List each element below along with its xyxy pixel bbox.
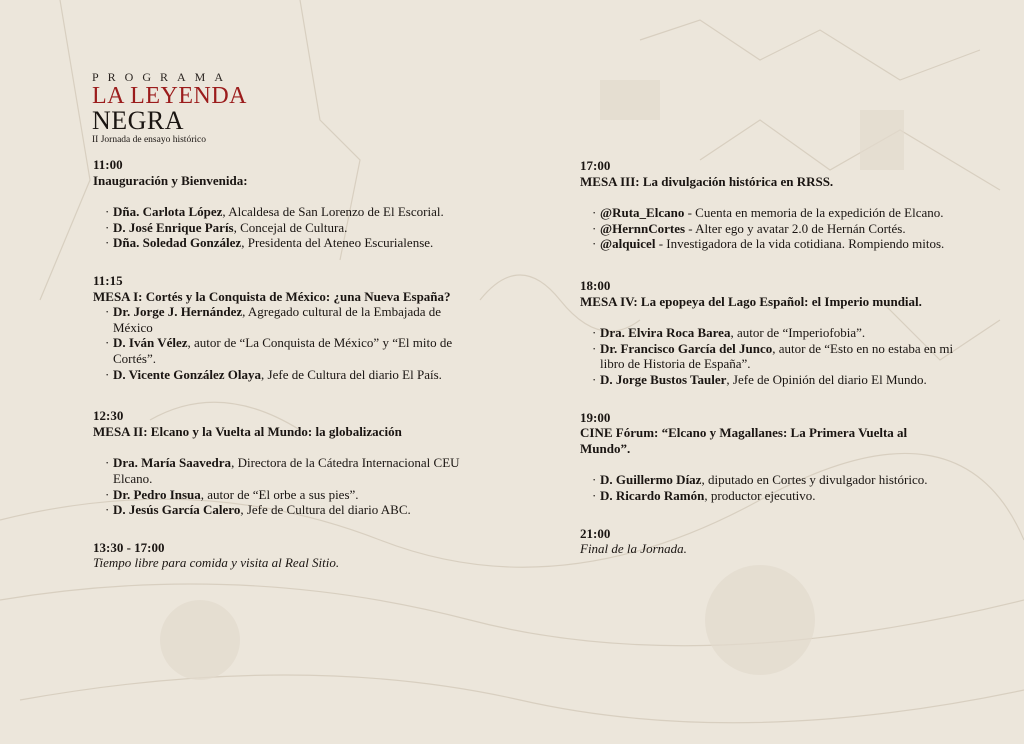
- session-mesa-4: [580, 278, 960, 388]
- speaker-role: , Jefe de Cultura del diario El País.: [261, 366, 442, 382]
- session-heading: MESA IV: La epopeya del Lago Español: el Imperio mundial.: [580, 293, 922, 309]
- speaker-name: Dra. María Saavedra: [113, 455, 232, 471]
- session-mesa-3: [580, 158, 960, 252]
- bullet-icon: ·: [105, 235, 110, 251]
- speaker-item: [93, 487, 483, 503]
- session-closing: [580, 526, 960, 557]
- speaker-item: [580, 372, 960, 388]
- bullet-icon: ·: [105, 366, 110, 382]
- session-heading: MESA I: Cortés y la Conquista de México: ¿una Nueva España?: [93, 288, 451, 304]
- session-time: 11:15: [93, 272, 123, 288]
- speaker-list: [580, 325, 960, 387]
- session-note: Tiempo libre para comida y visita al Real Sitio.: [93, 555, 340, 571]
- bullet-icon: ·: [592, 340, 597, 356]
- bullet-icon: ·: [592, 371, 597, 387]
- program-header: [92, 70, 247, 146]
- speaker-role: , autor de “Imperiofobia”.: [730, 325, 866, 341]
- speaker-name: Dña. Carlota López: [113, 204, 223, 220]
- speaker-name: D. Guillermo Díaz: [600, 472, 702, 488]
- session-time: 12:30: [93, 408, 124, 424]
- bullet-icon: ·: [592, 325, 597, 341]
- session-time: 18:00: [580, 277, 611, 293]
- speaker-role: , Concejal de Cultura.: [233, 219, 348, 235]
- speaker-item: [93, 367, 483, 383]
- session-heading: MESA III: La divulgación histórica en RRSS.: [580, 173, 834, 189]
- speaker-name: Dra. Elvira Roca Barea: [600, 325, 731, 341]
- schedule-left-column: [93, 157, 483, 571]
- speaker-item: [580, 341, 960, 372]
- speaker-role: , Jefe de Cultura del diario ABC.: [240, 502, 411, 518]
- bullet-icon: ·: [592, 487, 597, 503]
- speaker-list: [580, 205, 960, 252]
- speaker-role: - Investigadora de la vida cotidiana. Rompiendo mitos.: [655, 236, 945, 252]
- bullet-icon: ·: [105, 502, 110, 518]
- bullet-icon: ·: [105, 455, 110, 471]
- bullet-icon: ·: [592, 220, 597, 236]
- speaker-list: [93, 204, 483, 251]
- speaker-item: [93, 502, 483, 518]
- bullet-icon: ·: [105, 486, 110, 502]
- speaker-name: D. Iván Vélez: [113, 335, 188, 351]
- speaker-item: [93, 455, 483, 486]
- speaker-item: [580, 488, 960, 504]
- title-subtitle: II Jornada de ensayo histórico: [92, 135, 206, 145]
- speaker-role: , diputado en Cortes y divulgador histórico.: [701, 472, 928, 488]
- speaker-name: D. José Enrique París: [113, 219, 234, 235]
- session-heading: CINE Fórum: “Elcano y Magallanes: La Primera Vuelta al Mundo”.: [580, 425, 908, 456]
- session-lunch-break: [93, 540, 483, 571]
- speaker-name: @alquicel: [600, 236, 656, 252]
- session-time: 13:30 - 17:00: [93, 539, 165, 555]
- bullet-icon: ·: [105, 219, 110, 235]
- speaker-list: [580, 472, 960, 503]
- speaker-name: Dr. Francisco García del Junco: [600, 340, 773, 356]
- speaker-item: [93, 335, 483, 366]
- schedule-right-column: [580, 158, 960, 557]
- bullet-icon: ·: [592, 472, 597, 488]
- speaker-name: Dr. Jorge J. Hernández: [113, 304, 243, 320]
- speaker-role: , Alcaldesa de San Lorenzo de El Escorial.: [222, 204, 444, 220]
- speaker-item: [93, 235, 483, 251]
- speaker-item: [580, 205, 960, 221]
- speaker-item: [93, 204, 483, 220]
- session-time: 21:00: [580, 525, 611, 541]
- title-line-2: NEGRA: [92, 106, 185, 135]
- speaker-role: , Directora de la Cátedra Internacional CEU Elcano.: [113, 455, 460, 486]
- speaker-name: @Ruta_Elcano: [600, 205, 685, 221]
- speaker-role: , autor de “Esto en no estaba en mi libro de Historia de España”.: [600, 340, 954, 372]
- session-mesa-1: [93, 273, 483, 382]
- bullet-icon: ·: [105, 304, 110, 320]
- speaker-item: [580, 325, 960, 341]
- speaker-item: [580, 236, 960, 252]
- session-note: Final de la Jornada.: [580, 541, 687, 557]
- session-cine-forum: [580, 410, 960, 504]
- speaker-list: [93, 304, 483, 382]
- speaker-name: D. Jorge Bustos Tauler: [600, 371, 727, 387]
- speaker-item: [93, 304, 483, 335]
- session-heading: MESA II: Elcano y la Vuelta al Mundo: la globalización: [93, 423, 402, 439]
- speaker-list: [93, 455, 483, 517]
- program-kicker: PROGRAMA: [92, 70, 233, 84]
- speaker-role: , autor de “El orbe a sus pies”.: [200, 486, 359, 502]
- speaker-role: , Agregado cultural de la Embajada de México: [113, 304, 442, 335]
- session-mesa-2: [93, 408, 483, 518]
- session-time: 17:00: [580, 158, 611, 173]
- session-inauguracion: [93, 157, 483, 251]
- bullet-icon: ·: [105, 204, 110, 220]
- speaker-name: D. Ricardo Ramón: [600, 487, 705, 503]
- speaker-name: D. Vicente González Olaya: [113, 366, 262, 382]
- title-line-1: LA LEYENDA: [92, 83, 247, 109]
- speaker-role: - Alter ego y avatar 2.0 de Hernán Cortés.: [685, 220, 906, 236]
- speaker-item: [580, 472, 960, 488]
- bullet-icon: ·: [592, 205, 597, 221]
- speaker-role: , Presidenta del Ateneo Escurialense.: [241, 235, 434, 251]
- session-time: 11:00: [93, 157, 123, 172]
- speaker-name: Dr. Pedro Insua: [113, 486, 201, 502]
- speaker-item: [580, 221, 960, 237]
- session-time: 19:00: [580, 409, 611, 425]
- speaker-item: [93, 220, 483, 236]
- speaker-role: - Cuenta en memoria de la expedición de Elcano.: [684, 205, 944, 221]
- speaker-name: D. Jesús García Calero: [113, 502, 241, 518]
- bullet-icon: ·: [105, 335, 110, 351]
- speaker-name: Dña. Soledad González: [113, 235, 242, 251]
- session-heading: Inauguración y Bienvenida:: [93, 172, 248, 188]
- speaker-name: @HernnCortes: [600, 220, 686, 236]
- bullet-icon: ·: [592, 236, 597, 252]
- speaker-role: , autor de “La Conquista de México” y “El mito de Cortés”.: [113, 335, 453, 366]
- speaker-role: , Jefe de Opinión del diario El Mundo.: [726, 371, 927, 387]
- speaker-role: , productor ejecutivo.: [704, 487, 816, 503]
